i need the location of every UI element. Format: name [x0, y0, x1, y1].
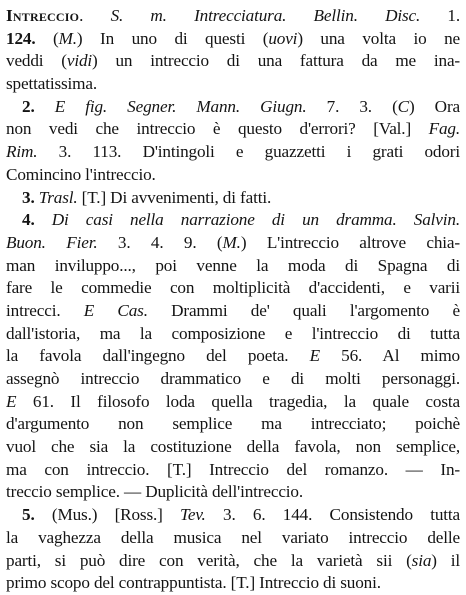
entry-line: assegnò intreccio drammatico e di molti personaggi.	[6, 369, 460, 388]
sense-5-line: 5. (Mus.) [Ross.] Tev. 3. 6. 144. Consistendo tutta	[22, 505, 460, 525]
entry-line: Buon. Fier. 3. 4. 9. (M.) L'intreccio altrove chia-	[6, 232, 460, 252]
entry-line: treccio semplice. — Duplicità dell'intreccio.	[6, 482, 304, 502]
sense-3-line: 3. Trasl. [T.] Di avvenimenti, di fatti.	[22, 187, 272, 207]
entry-line: fare le commedie con moltiplicità d'accidenti, e varii	[6, 278, 460, 298]
entry-line: d'argumento non semplice ma intrecciato; poichè	[6, 414, 460, 434]
dictionary-entry	[6, 5, 460, 595]
entry-line: la favola dall'ingegno del poeta. E 56. Al mimo	[6, 346, 460, 366]
entry-line: vuol che sia la costituzione della favola, non semplice,	[6, 437, 460, 457]
sense-2-line: 2. E fig. Segner. Mann. Giugn. 7. 3. (C) Ora	[22, 96, 460, 116]
entry-line: veddi (vidi) un intreccio di una fattura da me ina-	[6, 51, 460, 71]
entry-line: 124. (M.) In uno di questi (uovi) una volta io ne	[6, 28, 460, 48]
entry-line: ma con intreccio. [T.] Intreccio del romanzo. — In-	[6, 459, 460, 479]
sense-4-line: 4. Di casi nella narrazione di un dramma. Salvin.	[22, 210, 460, 230]
entry-line: parti, si può dire con verità, che la varietà sii (sia) il	[6, 550, 460, 570]
entry-line: la vaghezza della musica nel variato intreccio delle	[6, 527, 460, 547]
entry-line: spettatissima.	[6, 74, 97, 94]
entry-line: Comincino l'intreccio.	[6, 164, 156, 184]
entry-line: man inviluppo..., poi venne la moda di Spagna di	[6, 255, 460, 275]
entry-line: intrecci. E Cas. Drammi de' quali l'argomento è	[6, 300, 460, 320]
entry-line: non vedi che intreccio è questo d'errori? [Val.] Fag.	[6, 119, 460, 139]
entry-line: primo scopo del contrappuntista. [T.] Intreccio di suoni.	[6, 573, 381, 593]
entry-line: Intreccio. S. m. Intrecciatura. Bellin. Disc. 1.	[6, 6, 460, 25]
entry-line: dall'istoria, ma la composizione e l'intreccio di tutta	[6, 323, 460, 343]
entry-line: Rim. 3. 113. D'intingoli e guazzetti i grati odori	[6, 142, 460, 162]
headword: Intreccio	[6, 6, 80, 25]
entry-line: E 61. Il filosofo loda quella tragedia, la quale costa	[6, 391, 460, 411]
